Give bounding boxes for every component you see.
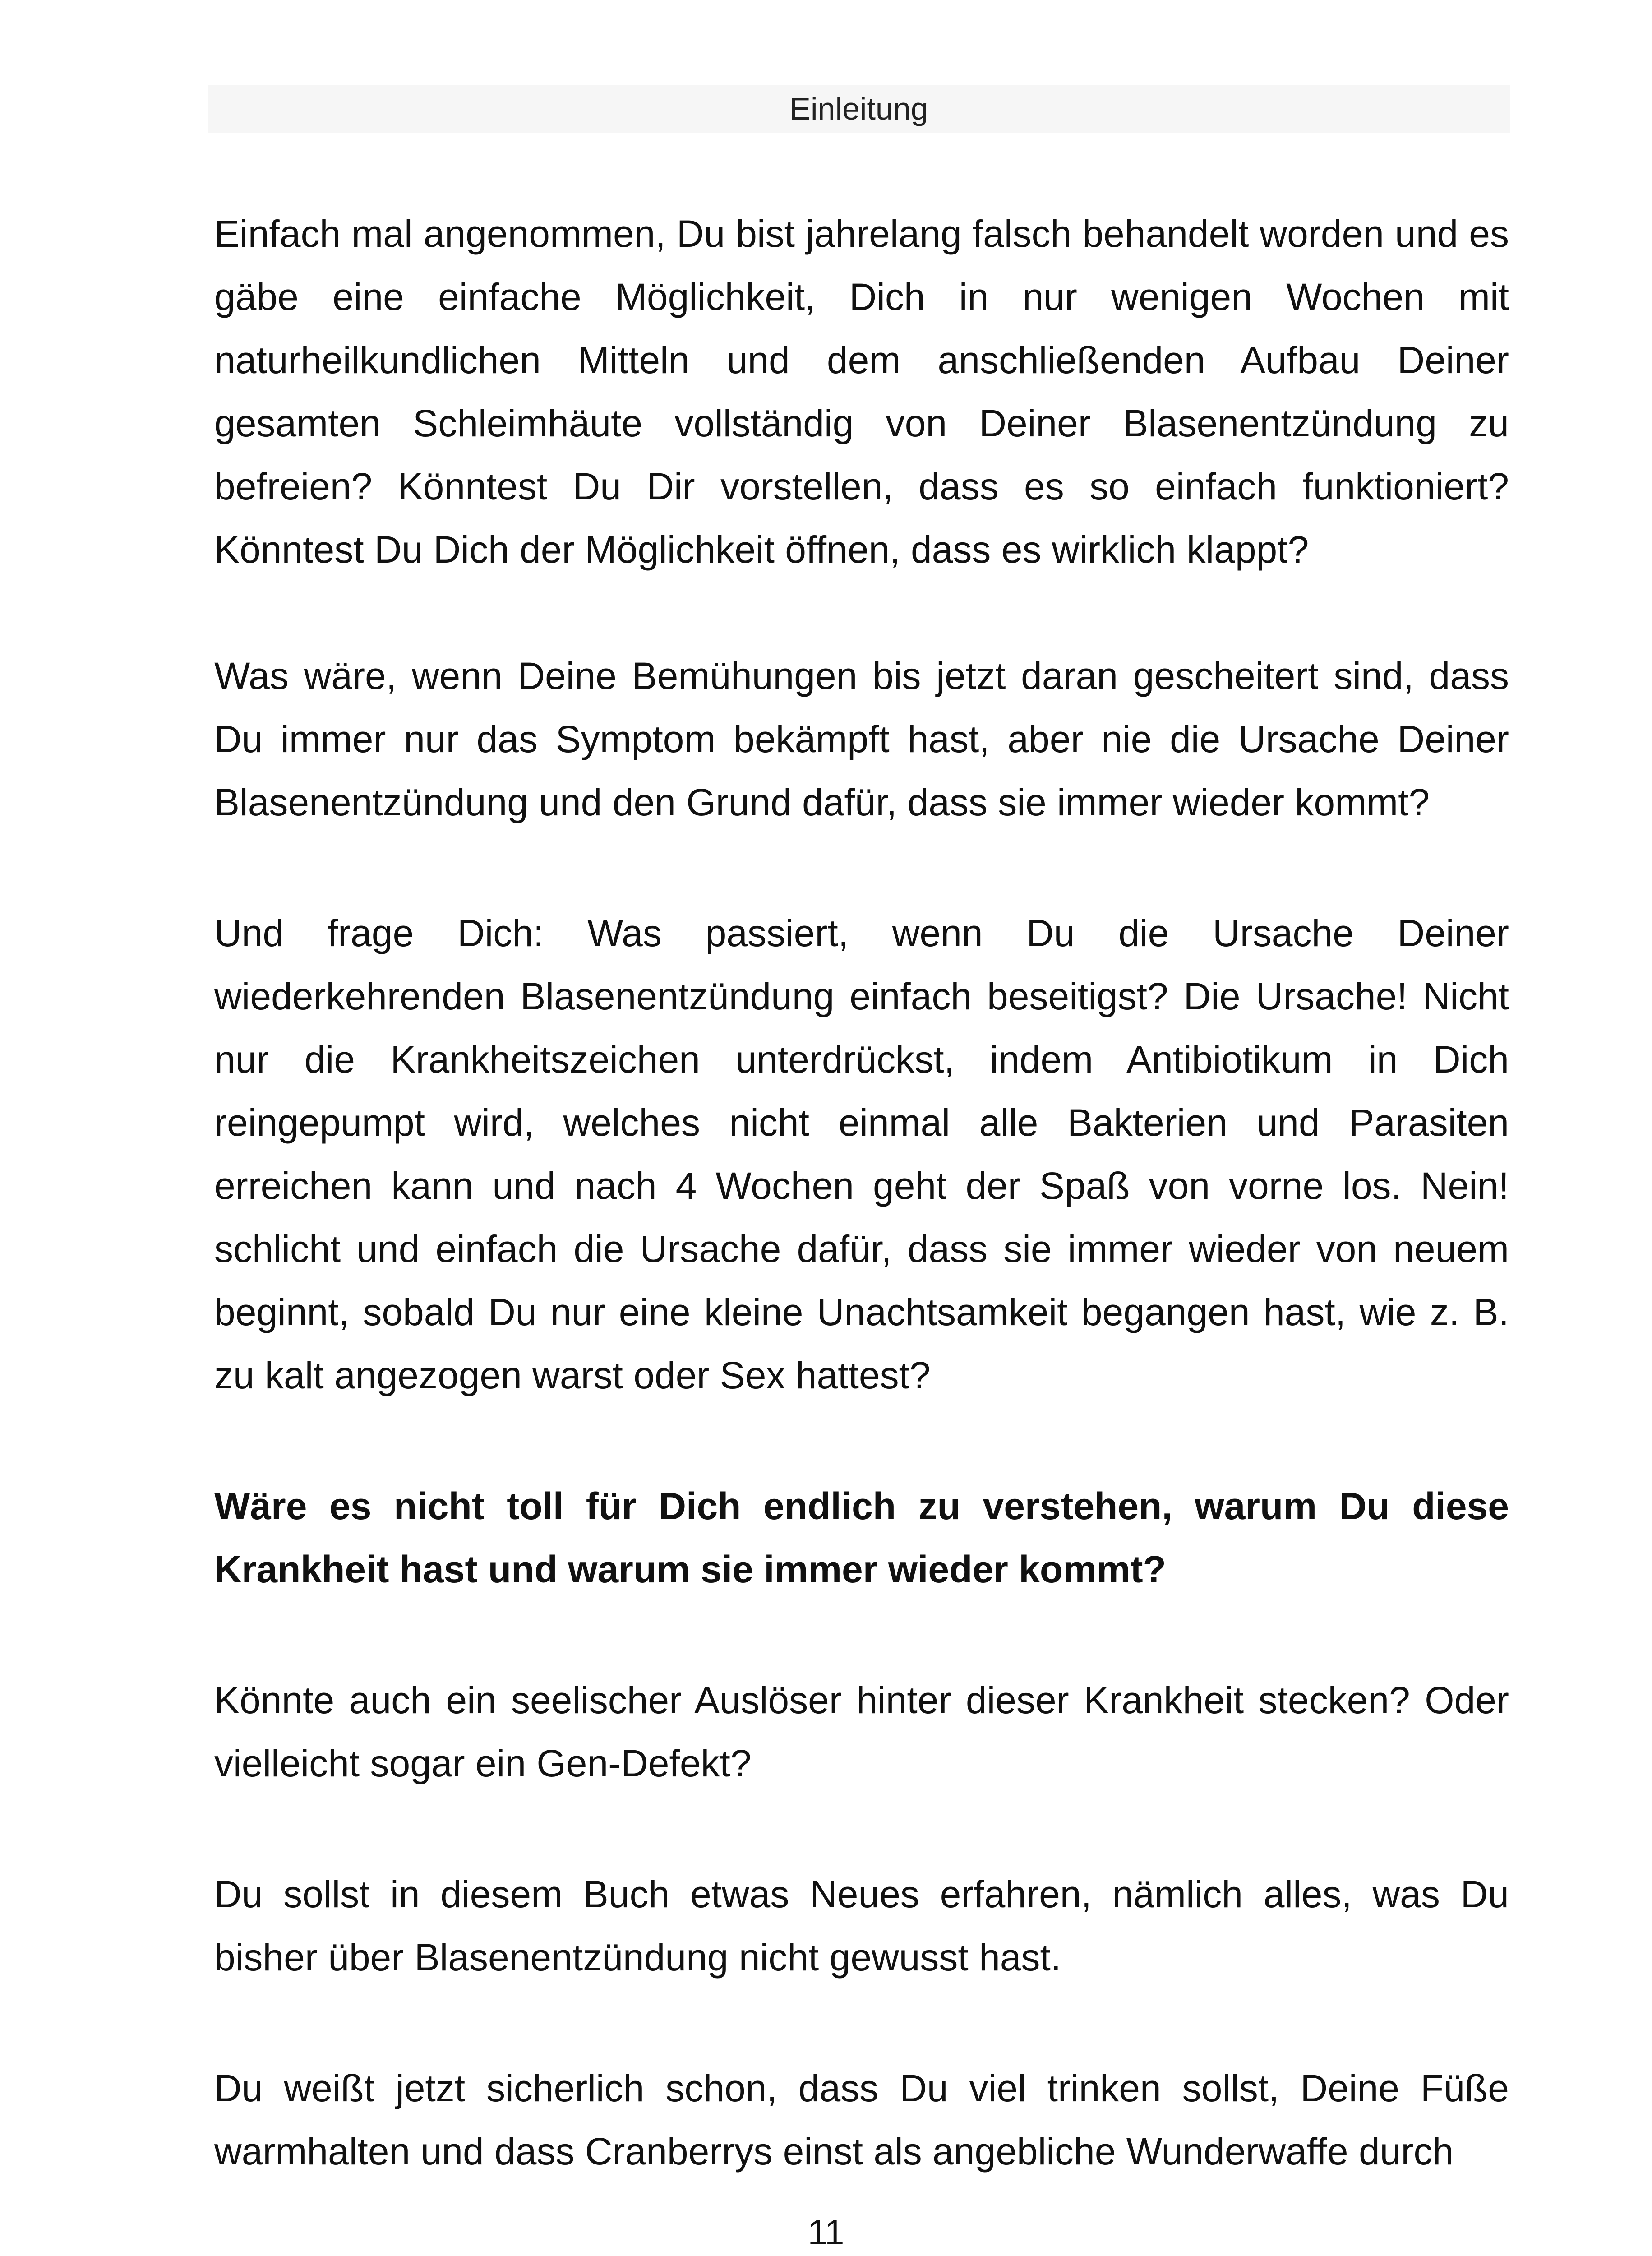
chapter-title: Einleitung	[789, 91, 928, 126]
paragraph-3: Und frage Dich: Was passiert, wenn Du die Ursache Deiner wiederkehrenden Blasenentzündung einfach beseitigst? Die Ursache! Nicht nur die Krankheitszeichen unterdrückst, indem Antibiotikum in Dich reingepumpt wird, welches nicht einmal alle Bakterien und Parasiten erreichen kann und nach 4 Wochen geht der Spaß von vorne los. Nein! schlicht und einfach die Ursache dafür, dass sie immer wieder von neuem beginnt, sobald Du nur eine kleine Unachtsamkeit begangen hast, wie z. B. zu kalt angezogen warst oder Sex hattest?	[214, 912, 1509, 1396]
paragraph-2: Was wäre, wenn Deine Bemühungen bis jetzt daran gescheitert sind, dass Du immer nur das Symptom bekämpft hast, aber nie die Ursache Deiner Blasenentzündung und den Grund dafür, dass sie immer wieder kommt?	[214, 655, 1509, 823]
paragraph-4-bold: Wäre es nicht toll für Dich endlich zu verstehen, warum Du diese Krankheit hast und warum sie immer wieder kommt?	[214, 1485, 1509, 1590]
running-header	[208, 85, 1510, 133]
page-number: 11	[808, 2212, 844, 2252]
paragraph-6: Du sollst in diesem Buch etwas Neues erfahren, nämlich alles, was Du bisher über Blasenentzündung nicht gewusst hast.	[214, 1873, 1509, 1979]
page-body	[214, 202, 1509, 2251]
paragraph-5: Könnte auch ein seelischer Auslöser hinter dieser Krankheit stecken? Oder vielleicht sogar ein Gen-Defekt?	[214, 1679, 1509, 1784]
paragraph-1: Einfach mal angenommen, Du bist jahrelang falsch behandelt worden und es gäbe eine einfache Möglichkeit, Dich in nur wenigen Wochen mit naturheilkundlichen Mitteln und dem anschließenden Aufbau Deiner gesamten Schleimhäute vollständig von Deiner Blasenentzündung zu befreien? Könntest Du Dir vorstellen, dass es so einfach funktioniert? Könntest Du Dich der Möglichkeit öffnen, dass es wirklich klappt?	[214, 213, 1509, 571]
paragraph-7: Du weißt jetzt sicherlich schon, dass Du viel trinken sollst, Deine Füße warmhalten und dass Cranberrys einst als angebliche Wunderwaffe durch	[214, 2067, 1509, 2173]
